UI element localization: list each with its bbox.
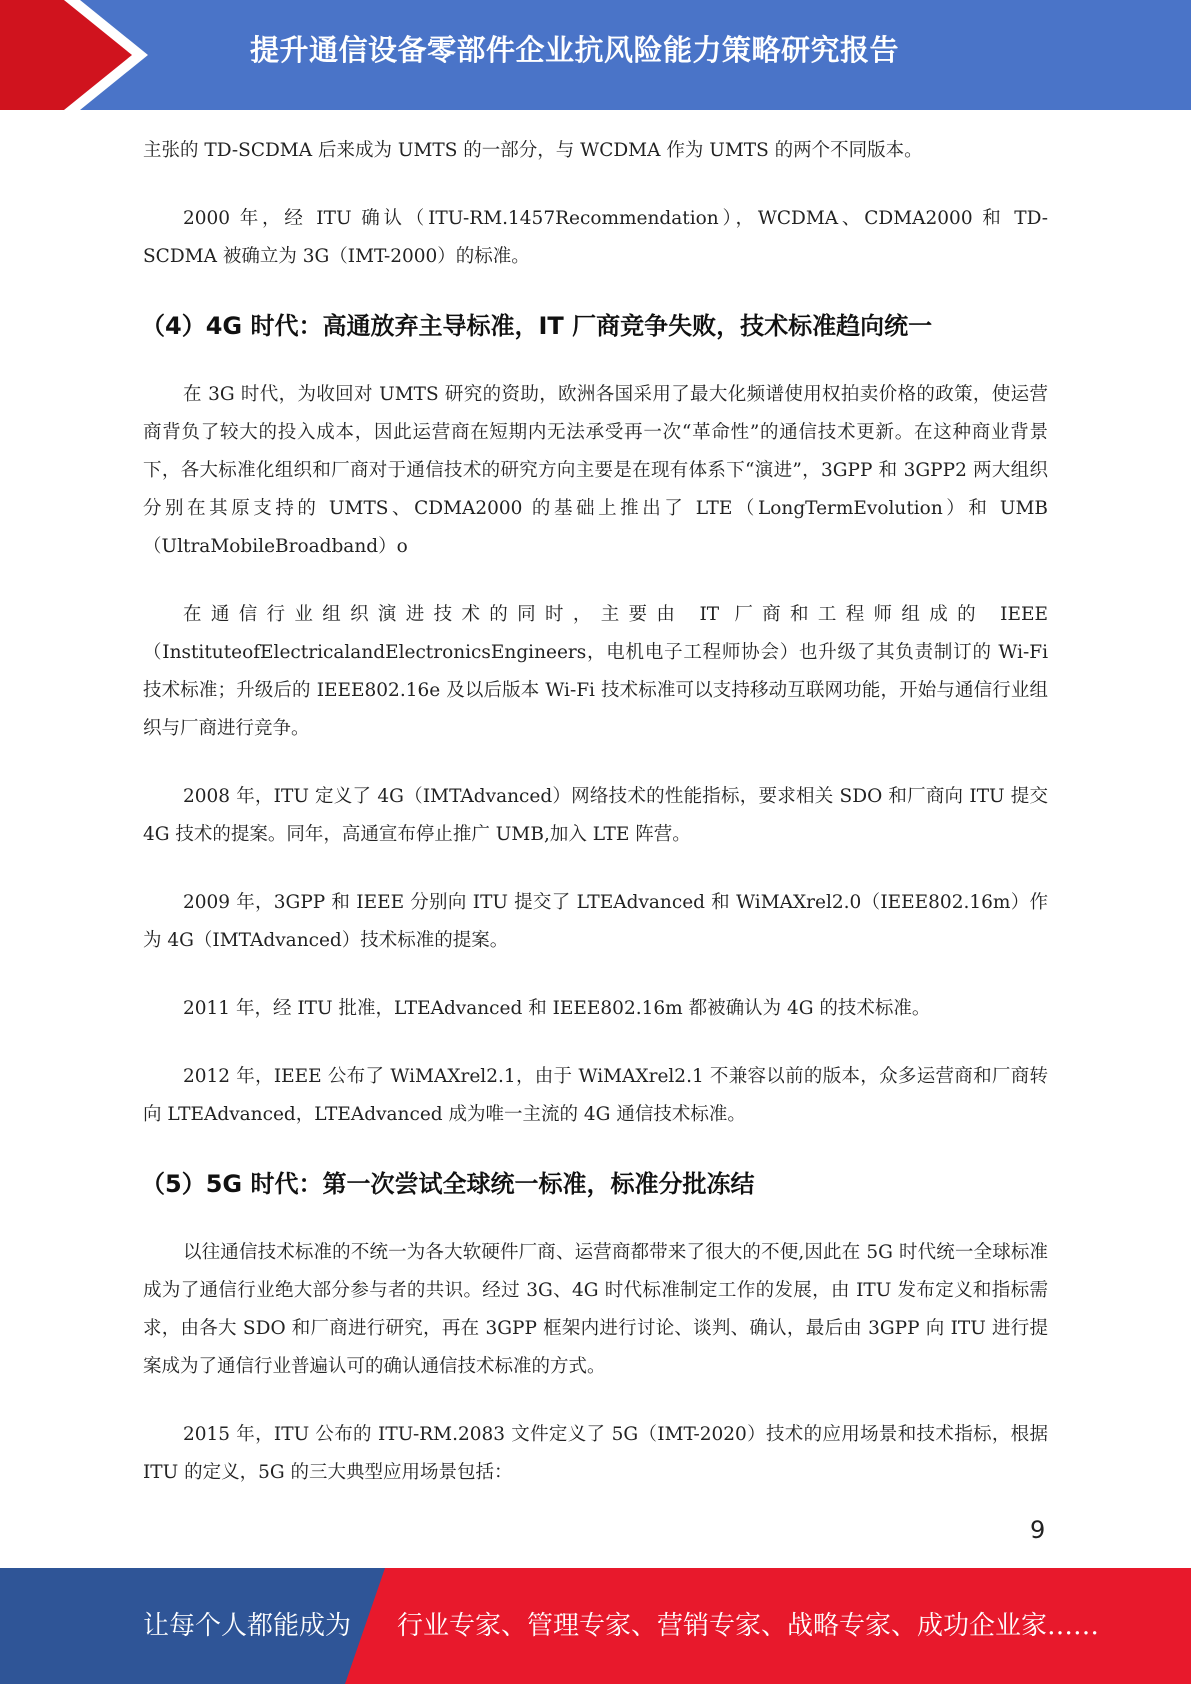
footer-slogan-left: 让每个人都能成为 <box>143 1611 352 1641</box>
paragraph: 在通信行业组织演进技术的同时，主要由 IT 厂商和工程师组成的 IEEE（InstituteofElectricalandElectronicsEngineers，电机电子工程师协会）也升级了其负责制订的 Wi-Fi 技术标准；升级后的 IEEE802.16e 及以后版本 Wi-Fi 技术标准可以支持移动互联网功能，开始与通信行业组织与厂商进行竞争。 <box>143 604 1048 739</box>
paragraph: 以往通信技术标准的不统一为各大软硬件厂商、运营商都带来了很大的不便,因此在 5G 时代统一全球标准成为了通信行业绝大部分参与者的共识。经过 3G、4G 时代标准制定工作的发展，由 ITU 发布定义和指标需求，由各大 SDO 和厂商进行研究，再在 3GPP 框架内进行讨论、谈判、确认，最后由 3GPP 向 ITU 进行提案成为了通信行业普遍认可的确认通信技术标准的方式。 <box>143 1242 1048 1377</box>
paragraph: 主张的 TD-SCDMA 后来成为 UMTS 的一部分，与 WCDMA 作为 UMTS 的两个不同版本。 <box>143 140 923 161</box>
report-title: 提升通信设备零部件企业抗风险能力策略研究报告 <box>250 33 900 67</box>
paragraph: 2009 年，3GPP 和 IEEE 分别向 ITU 提交了 LTEAdvanced 和 WiMAXrel2.0（IEEE802.16m）作为 4G（IMTAdvanced）技术标准的提案。 <box>143 892 1048 951</box>
paragraph: 2012 年，IEEE 公布了 WiMAXrel2.1，由于 WiMAXrel2.1 不兼容以前的版本，众多运营商和厂商转向 LTEAdvanced，LTEAdvanced 成为唯一主流的 4G 通信技术标准。 <box>143 1066 1048 1125</box>
paragraph: 2011 年，经 ITU 批准，LTEAdvanced 和 IEEE802.16m 都被确认为 4G 的技术标准。 <box>183 998 931 1019</box>
paragraph: 2000 年，经 ITU 确认（ITU-RM.1457Recommendation），WCDMA、CDMA2000 和 TD-SCDMA 被确立为 3G（IMT-2000）的标准。 <box>143 208 1048 267</box>
document-body <box>143 132 1048 1522</box>
footer-slogan-right: 行业专家、管理专家、营销专家、战略专家、成功企业家…… <box>397 1611 1100 1641</box>
section-heading-5g: （5）5G 时代：第一次尝试全球统一标准，标准分批冻结 <box>141 1170 755 1198</box>
paragraph: 2008 年，ITU 定义了 4G（IMTAdvanced）网络技术的性能指标，要求相关 SDO 和厂商向 ITU 提交 4G 技术的提案。同年，高通宣布停止推广 UMB,加入 LTE 阵营。 <box>143 786 1048 845</box>
header-arrow-shape <box>0 0 160 110</box>
page-number: 9 <box>1030 1516 1046 1544</box>
footer-banner <box>0 1568 1191 1684</box>
paragraph: 在 3G 时代，为收回对 UMTS 研究的资助，欧洲各国采用了最大化频谱使用权拍卖价格的政策，使运营商背负了较大的投入成本，因此运营商在短期内无法承受再一次“革命性”的通信技术更新。在这种商业背景下，各大标准化组织和厂商对于通信技术的研究方向主要是在现有体系下“演进”，3GPP 和 3GPP2 两大组织分别在其原支持的 UMTS、CDMA2000 的基础上推出了 LTE（LongTermEvolution）和 UMB（UltraMobileBroadband）o <box>143 384 1048 557</box>
header-banner <box>0 0 1191 110</box>
section-heading-4g: （4）4G 时代：高通放弃主导标准，IT 厂商竞争失败，技术标准趋向统一 <box>141 312 933 340</box>
paragraph: 2015 年，ITU 公布的 ITU-RM.2083 文件定义了 5G（IMT-2020）技术的应用场景和技术指标，根据 ITU 的定义，5G 的三大典型应用场景包括： <box>143 1424 1048 1483</box>
